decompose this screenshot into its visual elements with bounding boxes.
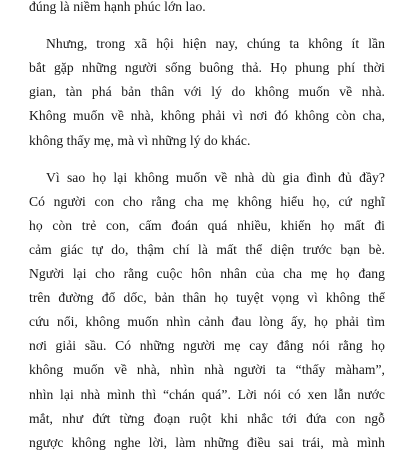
- text-line: cứu nổi, không muốn nhìn cảnh đau lòng ấy, họ phải tìm: [29, 314, 385, 330]
- text-line: Người lại cho rằng cuộc hôn nhân của cha mẹ họ đang: [29, 266, 385, 281]
- text-line: bắt gặp những người sống buông thả. Họ phung phí thời: [29, 60, 385, 76]
- text-line: trên đường đổ dốc, bản thân họ tuyệt vọng vì không thể: [29, 290, 385, 306]
- text-line: gian, tàn phá bản thân với lý do không muốn về nhà.: [29, 84, 385, 100]
- text-line: nơi giải sầu. Có những người mẹ cay đắng nói rằng họ: [29, 338, 385, 354]
- text-line-indented: Vì sao họ lại không muốn về nhà dù gia đình đủ đầy?: [46, 169, 385, 185]
- text-line: nhìn lại nhà mình thì “chán quá”. Lời nói có xen lẫn nước: [29, 386, 385, 402]
- text-line-indented: Nhưng, trong xã hội hiện nay, chúng ta không ít lần: [46, 36, 385, 52]
- text-line: không muốn về nhà, nhìn nhà người ta “thấy màham”,: [29, 362, 385, 378]
- text-line: ngược không nghe lời, làm những điều sai trái, mà mình: [29, 434, 385, 450]
- text-line: cảm giác tự do, thậm chí là mất thể diện trước bạn bè.: [29, 241, 385, 257]
- text-line: Có người con cho rằng cha mẹ không hiểu họ, cứ nghĩ: [29, 193, 385, 209]
- text-line: mắt, như đứt từng đoạn ruột khi nhắc tới đứa con ngỗ: [29, 410, 385, 426]
- text-line: đúng là niềm hạnh phúc lớn lao.: [29, 0, 206, 14]
- text-line: Không muốn về nhà, không phải vì nơi đó không còn cha,: [29, 108, 385, 124]
- text-line: họ còn trẻ con, cấm đoán quá nhiều, khiến họ mất đi: [29, 217, 385, 233]
- text-line: không thấy mẹ, mà vì những lý do khác.: [29, 132, 251, 148]
